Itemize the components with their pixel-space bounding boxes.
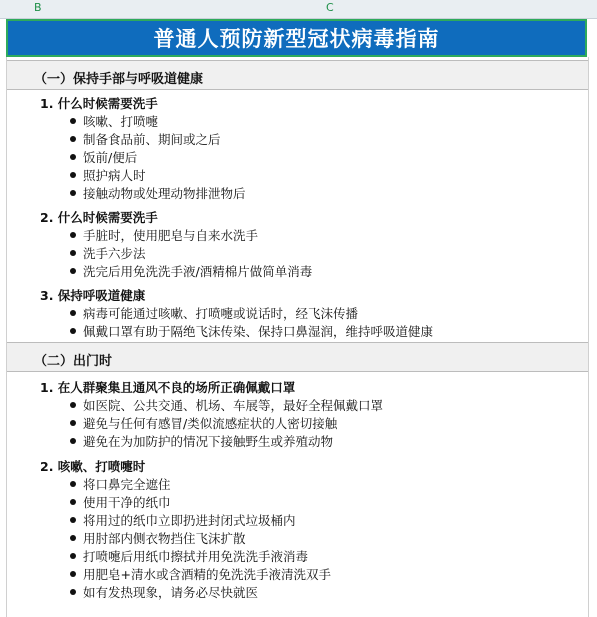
list-item-text: 照护病人时 xyxy=(83,168,146,183)
list-item-text: 用肥皂+清水或含酒精的免洗洗手液清洗双手 xyxy=(83,567,331,582)
list-item-text: 将用过的纸巾立即扔进封闭式垃圾桶内 xyxy=(83,513,296,528)
column-header-b[interactable]: B xyxy=(34,1,42,14)
list-item[interactable] xyxy=(70,184,246,202)
list-item[interactable] xyxy=(70,166,146,184)
list-item-text: 打喷嚏后用纸巾擦拭并用免洗洗手液消毒 xyxy=(83,549,309,564)
title-cell[interactable] xyxy=(6,19,587,57)
subsection-title[interactable]: 2. 什么时候需要洗手 xyxy=(40,210,158,225)
bullet-icon xyxy=(70,517,76,523)
column-header-c[interactable]: C xyxy=(326,1,334,14)
section-title: （一）保持手部与呼吸道健康 xyxy=(34,72,204,87)
bullet-icon xyxy=(70,481,76,487)
bullet-icon xyxy=(70,402,76,408)
bullet-icon xyxy=(70,328,76,334)
spreadsheet-body xyxy=(6,57,589,617)
list-item-text: 制备食品前、期间或之后 xyxy=(83,132,221,147)
list-item-text: 接触动物或处理动物排泄物后 xyxy=(83,186,246,201)
section-band-2[interactable] xyxy=(7,342,588,372)
list-item[interactable] xyxy=(70,565,331,583)
list-item[interactable] xyxy=(70,547,308,565)
list-item[interactable] xyxy=(70,583,258,601)
bullet-icon xyxy=(70,118,76,124)
section-title: （二）出门时 xyxy=(34,354,113,369)
bullet-icon xyxy=(70,172,76,178)
bullet-icon xyxy=(70,136,76,142)
list-item-text: 避免与任何有感冒/类似流感症状的人密切接触 xyxy=(83,416,338,431)
subsection-title[interactable]: 1. 什么时候需要洗手 xyxy=(40,96,158,111)
bullet-icon xyxy=(70,250,76,256)
list-item[interactable] xyxy=(70,475,171,493)
bullet-icon xyxy=(70,438,76,444)
list-item-text: 用肘部内侧衣物挡住飞沫扩散 xyxy=(83,531,246,546)
bullet-icon xyxy=(70,154,76,160)
bullet-icon xyxy=(70,268,76,274)
list-item-text: 避免在为加防护的情况下接触野生或养殖动物 xyxy=(83,434,334,449)
list-item-text: 使用干净的纸巾 xyxy=(83,495,171,510)
list-item-text: 洗手六步法 xyxy=(83,246,146,261)
list-item-text: 将口鼻完全遮住 xyxy=(83,477,171,492)
page-title: 普通人预防新型冠状病毒指南 xyxy=(153,27,440,51)
list-item[interactable] xyxy=(70,432,333,450)
list-item[interactable] xyxy=(70,493,171,511)
list-item[interactable] xyxy=(70,262,312,280)
section-band-1[interactable] xyxy=(7,60,588,90)
list-item[interactable] xyxy=(70,130,221,148)
list-item-text: 如有发热现象，请务必尽快就医 xyxy=(83,585,259,600)
bullet-icon xyxy=(70,310,76,316)
list-item[interactable] xyxy=(70,304,358,322)
list-item-text: 如医院、公共交通、机场、车展等，最好全程佩戴口罩 xyxy=(83,398,384,413)
subsection-title[interactable]: 2. 咳嗽、打喷嚏时 xyxy=(40,459,146,474)
bullet-icon xyxy=(70,589,76,595)
column-header-bar xyxy=(0,0,597,19)
bullet-icon xyxy=(70,232,76,238)
list-item[interactable] xyxy=(70,112,158,130)
list-item-text: 洗完后用免洗洗手液/酒精棉片做简单消毒 xyxy=(83,264,313,279)
subsection-title[interactable]: 1. 在人群聚集且通风不良的场所正确佩戴口罩 xyxy=(40,380,296,395)
bullet-icon xyxy=(70,571,76,577)
list-item[interactable] xyxy=(70,244,146,262)
list-item[interactable] xyxy=(70,322,433,340)
list-item[interactable] xyxy=(70,226,258,244)
list-item-text: 手脏时，使用肥皂与自来水洗手 xyxy=(83,228,259,243)
list-item-text: 病毒可能通过咳嗽、打喷嚏或说话时，经飞沫传播 xyxy=(83,306,359,321)
list-item-text: 佩戴口罩有助于隔绝飞沫传染、保持口鼻湿润，维持呼吸道健康 xyxy=(83,324,434,339)
bullet-icon xyxy=(70,553,76,559)
subsection-title[interactable]: 3. 保持呼吸道健康 xyxy=(40,288,146,303)
bullet-icon xyxy=(70,420,76,426)
list-item[interactable] xyxy=(70,148,137,166)
list-item-text: 咳嗽、打喷嚏 xyxy=(83,114,159,129)
list-item[interactable] xyxy=(70,511,296,529)
list-item[interactable] xyxy=(70,414,337,432)
list-item[interactable] xyxy=(70,396,383,414)
bullet-icon xyxy=(70,190,76,196)
list-item-text: 饭前/便后 xyxy=(83,150,138,165)
bullet-icon xyxy=(70,535,76,541)
bullet-icon xyxy=(70,499,76,505)
list-item[interactable] xyxy=(70,529,246,547)
